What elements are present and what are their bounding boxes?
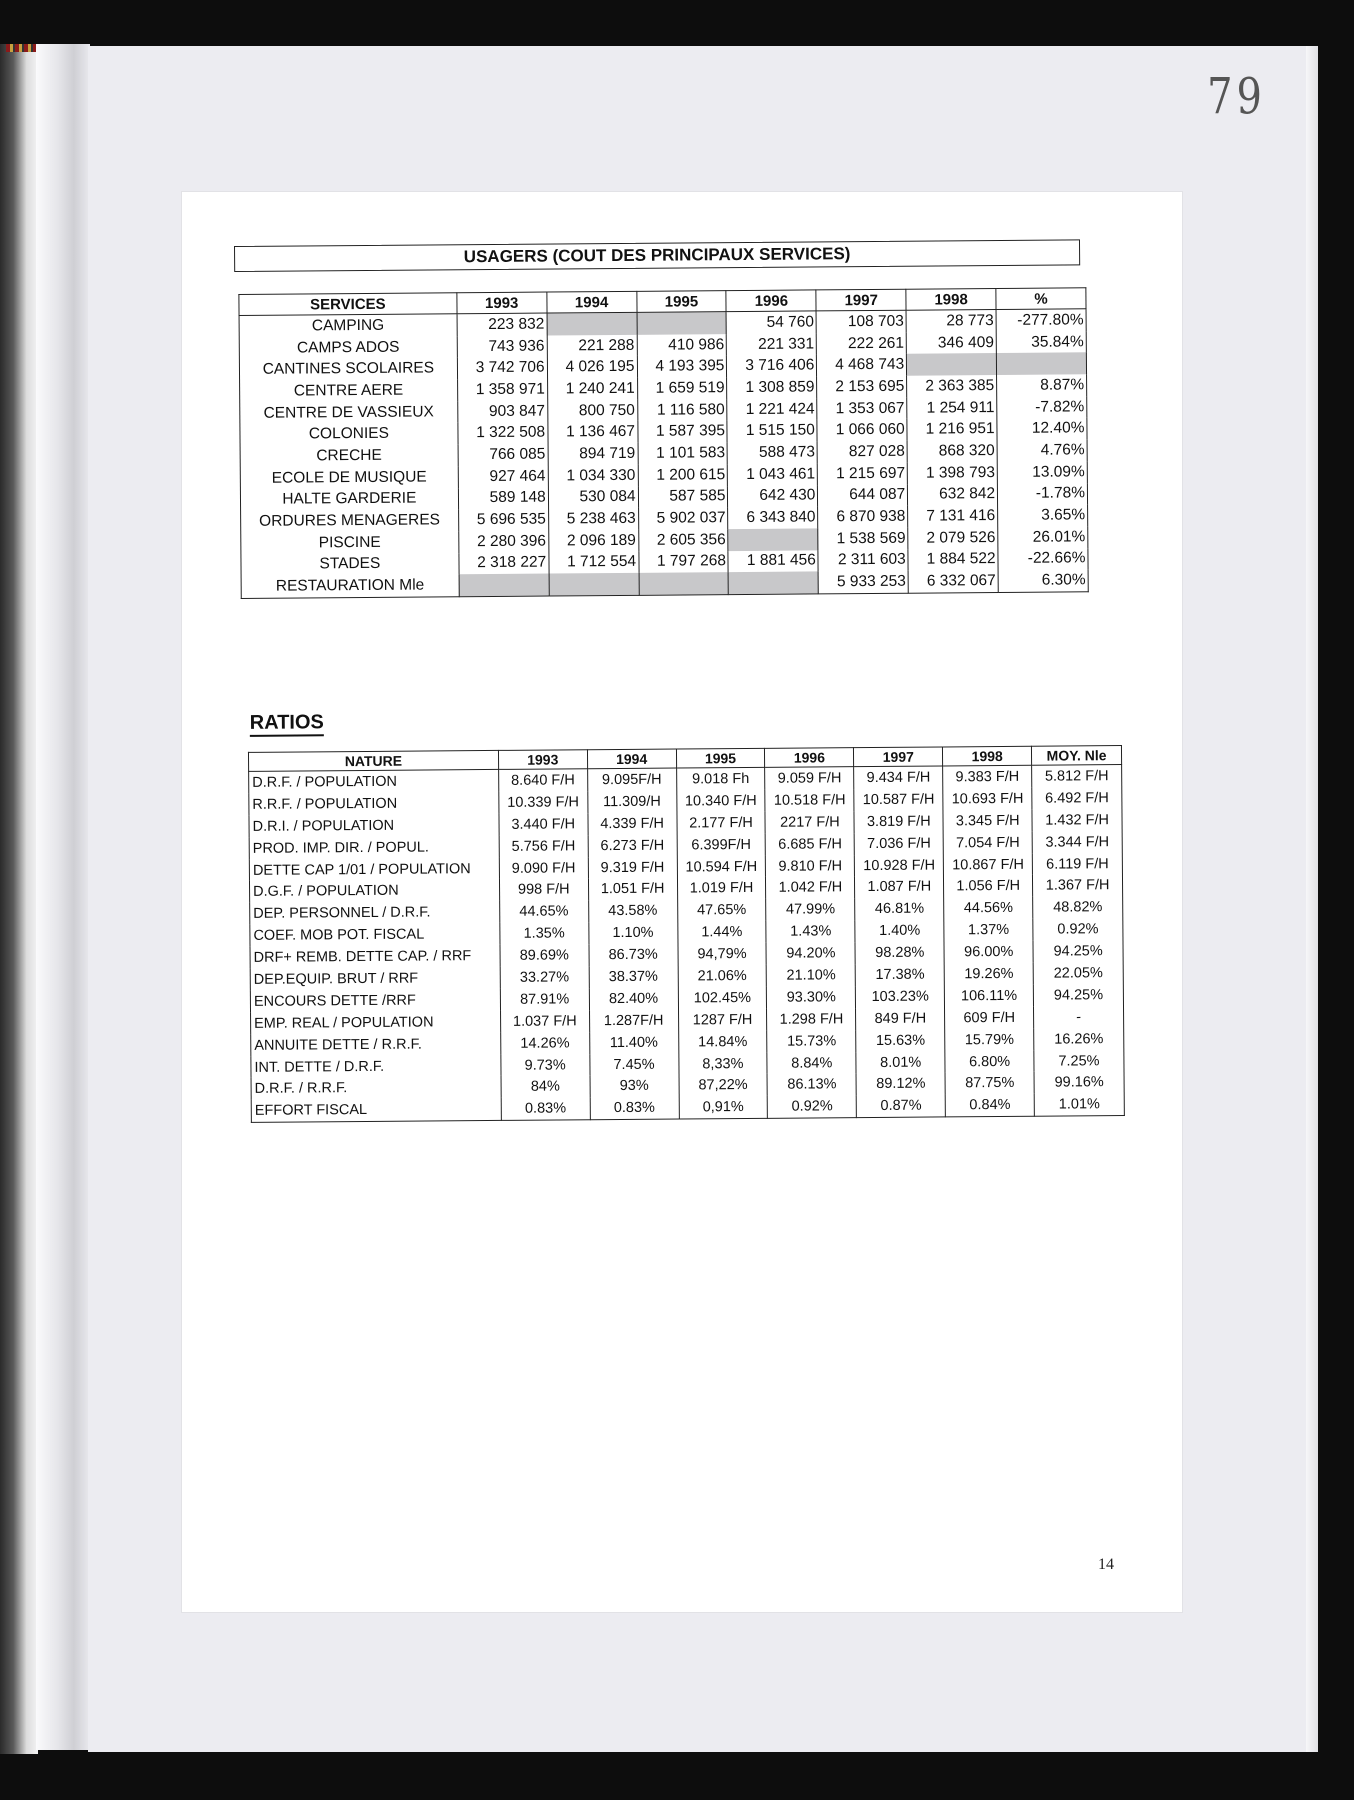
ratio-value-cell: 6.399F/H	[677, 834, 766, 857]
ratio-value-cell: 44.65%	[499, 901, 588, 924]
value-cell	[547, 312, 637, 335]
ratio-value-cell: 93%	[590, 1075, 679, 1098]
value-cell: 1 712 554	[549, 551, 639, 573]
value-cell: 6 343 840	[728, 507, 818, 529]
value-cell: 644 087	[818, 484, 908, 506]
value-cell: 6 870 938	[818, 506, 908, 528]
ratio-value-cell: 9.73%	[501, 1054, 590, 1077]
ratio-value-cell: 96.00%	[944, 941, 1033, 964]
ratio-name-cell: ANNUITE DETTE / R.R.F.	[251, 1033, 501, 1057]
ratio-value-cell: 84%	[501, 1076, 590, 1099]
ratios-body	[249, 765, 1125, 1123]
value-cell: 3.65%	[998, 504, 1088, 526]
value-cell: 108 703	[816, 310, 906, 333]
ratio-value-cell: 10.339 F/H	[499, 791, 588, 814]
service-name-cell: PISCINE	[241, 531, 459, 554]
ratio-value-cell: 0.92%	[768, 1095, 857, 1118]
ratio-value-cell: 15.63%	[856, 1029, 945, 1052]
ratio-value-cell: 7.45%	[590, 1053, 679, 1076]
value-cell: 1 353 067	[817, 397, 907, 419]
ratio-value-cell: 849 F/H	[856, 1007, 945, 1030]
value-cell: 1 034 330	[548, 465, 638, 487]
value-cell: -277.80%	[996, 309, 1086, 332]
ratio-value-cell: 22.05%	[1033, 962, 1123, 985]
value-cell: 1 587 395	[637, 421, 727, 443]
value-cell	[729, 572, 819, 595]
ratio-value-cell: 9.434 F/H	[854, 766, 943, 789]
value-cell: 2 280 396	[459, 530, 549, 552]
ratio-value-cell: 10.693 F/H	[943, 788, 1032, 811]
ratio-value-cell: 3.819 F/H	[854, 810, 943, 833]
service-name-cell: CRECHE	[240, 444, 458, 467]
ratio-value-cell: 8,33%	[678, 1052, 767, 1075]
ratio-value-cell: 16.26%	[1034, 1028, 1124, 1051]
usagers-title: USAGERS (COUT DES PRINCIPAUX SERVICES)	[234, 239, 1080, 272]
value-cell: 5 696 535	[458, 509, 548, 531]
value-cell: 1 240 241	[547, 378, 637, 400]
ratio-name-cell: R.R.F. / POPULATION	[249, 792, 499, 816]
ratios-header-cell: NATURE	[248, 750, 498, 771]
service-name-cell: CANTINES SCOLAIRES	[239, 358, 457, 381]
page-number: 14	[1098, 1556, 1114, 1573]
ratios-header-cell: 1998	[943, 746, 1032, 766]
ratio-value-cell: 11.40%	[589, 1031, 678, 1054]
ratio-value-cell: 8.84%	[767, 1052, 856, 1075]
ratio-value-cell: 5.812 F/H	[1032, 765, 1122, 788]
ratio-value-cell: 48.82%	[1033, 896, 1123, 919]
ratio-value-cell: 10.340 F/H	[676, 790, 765, 813]
ratio-value-cell: 1.037 F/H	[500, 1010, 589, 1033]
ratio-value-cell: 6.685 F/H	[766, 833, 855, 856]
value-cell: 1 221 424	[727, 398, 817, 420]
value-cell: 6 332 067	[908, 570, 998, 593]
value-cell: 1 200 615	[638, 464, 728, 486]
ratios-header-cell: 1994	[587, 749, 676, 769]
value-cell: 868 320	[907, 440, 997, 462]
ratios-header-cell: 1995	[676, 748, 765, 768]
value-cell	[459, 574, 549, 597]
ratio-value-cell: 44.56%	[944, 897, 1033, 920]
value-cell: 3 742 706	[457, 357, 547, 379]
value-cell: 2 079 526	[908, 527, 998, 549]
ratio-value-cell: 17.38%	[855, 963, 944, 986]
usagers-header-cell: 1997	[816, 289, 906, 311]
value-cell: 221 288	[547, 335, 637, 357]
ratio-value-cell: 87,22%	[679, 1074, 768, 1097]
ratio-value-cell: -	[1034, 1006, 1124, 1029]
ratio-value-cell: 98.28%	[855, 942, 944, 965]
ratio-value-cell: 9.095F/H	[587, 768, 676, 791]
value-cell: 2 363 385	[907, 375, 997, 397]
ratio-value-cell: 3.440 F/H	[499, 813, 588, 836]
value-cell: -22.66%	[998, 548, 1088, 570]
ratio-name-cell: DEP. PERSONNEL / D.R.F.	[250, 901, 500, 925]
ratio-value-cell: 1.367 F/H	[1033, 874, 1123, 897]
value-cell: 1 043 461	[728, 463, 818, 485]
ratio-name-cell: COEF. MOB POT. FISCAL	[250, 923, 500, 947]
value-cell: 894 719	[548, 443, 638, 465]
service-name-cell: CENTRE AERE	[240, 379, 458, 402]
value-cell: -1.78%	[998, 483, 1088, 505]
value-cell: 4.76%	[997, 439, 1087, 461]
ratio-value-cell: 1.01%	[1034, 1093, 1124, 1116]
ratios-header-cell: 1993	[498, 750, 587, 770]
ratio-value-cell: 94.20%	[766, 942, 855, 965]
value-cell: 13.09%	[997, 461, 1087, 483]
handwritten-page-number: 79	[1207, 68, 1266, 126]
ratio-value-cell: 6.273 F/H	[588, 834, 677, 857]
ratio-value-cell: 38.37%	[589, 966, 678, 989]
value-cell: 4 468 743	[817, 354, 907, 376]
ratio-value-cell: 10.867 F/H	[944, 853, 1033, 876]
ratio-value-cell: 6.119 F/H	[1032, 853, 1122, 876]
value-cell: 1 884 522	[908, 549, 998, 571]
book-gutter	[36, 44, 90, 1750]
ratio-name-cell: ENCOURS DETTE /RRF	[250, 989, 500, 1013]
value-cell: 530 084	[548, 486, 638, 508]
ratio-value-cell: 9.090 F/H	[499, 857, 588, 880]
usagers-header-cell: 1993	[457, 292, 547, 314]
ratio-value-cell: 11.309/H	[587, 790, 676, 813]
ratio-value-cell: 99.16%	[1034, 1072, 1124, 1095]
ratio-value-cell: 9.018 Fh	[676, 767, 765, 790]
ratio-value-cell: 6.492 F/H	[1032, 787, 1122, 810]
value-cell: 1 358 971	[457, 379, 547, 401]
value-cell: 589 148	[458, 487, 548, 509]
value-cell: 1 881 456	[728, 550, 818, 572]
ratio-value-cell: 998 F/H	[499, 879, 588, 902]
book-binding	[0, 44, 38, 1754]
ratio-value-cell: 19.26%	[944, 963, 1033, 986]
ratio-value-cell: 0,91%	[679, 1096, 768, 1119]
ratio-name-cell: D.G.F. / POPULATION	[249, 879, 499, 903]
ratios-header-cell: 1997	[854, 747, 943, 767]
usagers-header-cell: SERVICES	[239, 293, 457, 316]
ratio-value-cell: 3.344 F/H	[1032, 831, 1122, 854]
ratio-value-cell: 2.177 F/H	[676, 812, 765, 835]
ratio-value-cell: 14.26%	[500, 1032, 589, 1055]
usagers-header-cell: 1995	[636, 291, 726, 313]
value-cell: 223 832	[457, 313, 547, 336]
ratio-name-cell: DETTE CAP 1/01 / POPULATION	[249, 857, 499, 881]
ratio-value-cell: 1.40%	[855, 920, 944, 943]
ratio-name-cell: D.R.F. / POPULATION	[249, 769, 499, 793]
value-cell: 588 473	[728, 442, 818, 464]
ratio-value-cell: 86.73%	[589, 944, 678, 967]
value-cell	[996, 353, 1086, 375]
ratio-name-cell: D.R.F. / R.R.F.	[251, 1076, 501, 1100]
ratio-value-cell: 2217 F/H	[765, 811, 854, 834]
value-cell: 1 538 569	[818, 528, 908, 550]
ratio-value-cell: 10.594 F/H	[677, 855, 766, 878]
ratio-value-cell: 7.054 F/H	[943, 831, 1032, 854]
value-cell: 221 331	[727, 333, 817, 355]
ratio-value-cell: 93.30%	[767, 986, 856, 1009]
ratio-value-cell: 0.84%	[945, 1094, 1034, 1117]
value-cell: 1 797 268	[638, 551, 728, 573]
ratio-name-cell: D.R.I. / POPULATION	[249, 814, 499, 838]
value-cell: 35.84%	[996, 331, 1086, 353]
value-cell: 1 136 467	[548, 421, 638, 443]
ratio-value-cell: 47.65%	[677, 899, 766, 922]
ratio-value-cell: 10.587 F/H	[854, 788, 943, 811]
value-cell: 800 750	[547, 400, 637, 422]
service-name-cell: COLONIES	[240, 423, 458, 446]
value-cell	[637, 312, 727, 335]
ratio-value-cell: 15.73%	[767, 1030, 856, 1053]
value-cell: 766 085	[458, 444, 548, 466]
ratio-value-cell: 1.298 F/H	[767, 1008, 856, 1031]
ratio-value-cell: 7.036 F/H	[854, 832, 943, 855]
ratio-value-cell: 1.087 F/H	[855, 876, 944, 899]
ratio-value-cell: 86.13%	[767, 1074, 856, 1097]
ratio-value-cell: 43.58%	[588, 900, 677, 923]
value-cell: 903 847	[458, 400, 548, 422]
ratio-value-cell: 8.640 F/H	[498, 769, 587, 792]
value-cell: 54 760	[726, 311, 816, 334]
ratio-value-cell: 0.83%	[501, 1098, 590, 1121]
ratio-value-cell: 1.056 F/H	[944, 875, 1033, 898]
value-cell: 410 986	[637, 334, 727, 356]
ratio-value-cell: 46.81%	[855, 898, 944, 921]
ratio-value-cell: 3.345 F/H	[943, 810, 1032, 833]
ratio-value-cell: 609 F/H	[945, 1007, 1034, 1030]
ratio-name-cell: EFFORT FISCAL	[251, 1098, 501, 1122]
ratio-value-cell: 87.75%	[945, 1072, 1034, 1095]
value-cell: 1 254 911	[907, 397, 997, 419]
ratio-value-cell: 1.37%	[944, 919, 1033, 942]
value-cell	[907, 353, 997, 375]
book-page	[88, 46, 1310, 1752]
value-cell: 2 311 603	[818, 549, 908, 571]
usagers-header-cell: %	[996, 288, 1086, 310]
value-cell: -7.82%	[997, 396, 1087, 418]
value-cell	[639, 572, 729, 595]
value-cell: 2 605 356	[638, 529, 728, 551]
value-cell: 5 902 037	[638, 507, 728, 529]
service-name-cell: STADES	[241, 553, 459, 576]
ratio-value-cell: 87.91%	[500, 988, 589, 1011]
usagers-header-cell: 1994	[547, 291, 637, 313]
value-cell: 1 308 859	[727, 376, 817, 398]
value-cell	[549, 573, 639, 596]
service-name-cell: HALTE GARDERIE	[240, 488, 458, 511]
ratio-value-cell: 6.80%	[945, 1050, 1034, 1073]
value-cell: 12.40%	[997, 418, 1087, 440]
value-cell: 927 464	[458, 465, 548, 487]
ratio-value-cell: 4.339 F/H	[588, 812, 677, 835]
value-cell: 743 936	[457, 335, 547, 357]
ratio-name-cell: PROD. IMP. DIR. / POPUL.	[249, 836, 499, 860]
ratio-value-cell: 14.84%	[678, 1031, 767, 1054]
ratio-name-cell: DRF+ REMB. DETTE CAP. / RRF	[250, 945, 500, 969]
value-cell: 632 842	[908, 484, 998, 506]
ratio-value-cell: 15.79%	[945, 1028, 1034, 1051]
ratio-name-cell: EMP. REAL / POPULATION	[251, 1011, 501, 1035]
value-cell: 1 216 951	[907, 418, 997, 440]
service-name-cell: CAMPS ADOS	[239, 336, 457, 359]
value-cell: 346 409	[906, 332, 996, 354]
ratio-value-cell: 102.45%	[678, 987, 767, 1010]
ratio-value-cell: 1.287F/H	[589, 1009, 678, 1032]
value-cell: 2 153 695	[817, 376, 907, 398]
service-name-cell: CAMPING	[239, 314, 457, 338]
value-cell: 222 261	[817, 332, 907, 354]
ratios-header-cell: 1996	[765, 748, 854, 768]
value-cell: 1 101 583	[638, 442, 728, 464]
ratio-value-cell: 21.10%	[767, 964, 856, 987]
ratio-name-cell: DEP.EQUIP. BRUT / RRF	[250, 967, 500, 991]
ratio-value-cell: 1.10%	[588, 922, 677, 945]
ratio-value-cell: 9.383 F/H	[943, 765, 1032, 788]
ratio-value-cell: 0.83%	[590, 1097, 679, 1120]
ratio-value-cell: 89.12%	[856, 1073, 945, 1096]
ratio-value-cell: 82.40%	[589, 987, 678, 1010]
binding-cap	[6, 44, 36, 52]
value-cell: 827 028	[817, 441, 907, 463]
value-cell: 1 116 580	[637, 399, 727, 421]
value-cell: 587 585	[638, 486, 728, 508]
ratios-title: RATIOS	[250, 711, 324, 737]
service-name-cell: CENTRE DE VASSIEUX	[240, 401, 458, 424]
ratio-value-cell: 9.059 F/H	[765, 767, 854, 790]
ratio-value-cell: 8.01%	[856, 1051, 945, 1074]
ratio-value-cell: 1.051 F/H	[588, 878, 677, 901]
ratios-header-cell: MOY. Nle	[1032, 746, 1122, 766]
ratio-value-cell: 1.432 F/H	[1032, 809, 1122, 832]
value-cell: 5 238 463	[548, 508, 638, 530]
value-cell: 2 096 189	[548, 530, 638, 552]
value-cell: 26.01%	[998, 526, 1088, 548]
ratio-value-cell: 9.319 F/H	[588, 856, 677, 879]
value-cell: 5 933 253	[818, 571, 908, 594]
value-cell: 1 659 519	[637, 377, 727, 399]
ratio-value-cell: 0.87%	[857, 1095, 946, 1118]
sheet-content	[234, 239, 1134, 1120]
value-cell: 4 193 395	[637, 356, 727, 378]
service-name-cell: RESTAURATION Mle	[241, 574, 459, 598]
ratio-value-cell: 1.019 F/H	[677, 877, 766, 900]
ratio-value-cell: 103.23%	[856, 985, 945, 1008]
service-name-cell: ECOLE DE MUSIQUE	[240, 466, 458, 489]
usagers-body	[239, 309, 1088, 599]
usagers-header-cell: 1996	[726, 290, 816, 312]
ratio-value-cell: 1.43%	[766, 920, 855, 943]
ratio-value-cell: 1.44%	[677, 921, 766, 944]
ratio-value-cell: 94.25%	[1033, 984, 1123, 1007]
value-cell: 7 131 416	[908, 505, 998, 527]
value-cell: 1 398 793	[907, 462, 997, 484]
ratio-value-cell: 33.27%	[500, 966, 589, 989]
page-edge	[1306, 46, 1318, 1752]
ratio-value-cell: 7.25%	[1034, 1050, 1124, 1073]
ratio-value-cell: 106.11%	[945, 985, 1034, 1008]
ratio-value-cell: 1.35%	[500, 922, 589, 945]
value-cell: 1 215 697	[818, 463, 908, 485]
value-cell: 1 515 150	[727, 420, 817, 442]
ratio-value-cell: 94.25%	[1033, 940, 1123, 963]
ratio-value-cell: 47.99%	[766, 898, 855, 921]
value-cell: 28 773	[906, 310, 996, 333]
document-sheet	[182, 192, 1182, 1612]
ratio-value-cell: 94,79%	[677, 943, 766, 966]
ratio-value-cell: 10.928 F/H	[855, 854, 944, 877]
ratio-value-cell: 21.06%	[678, 965, 767, 988]
ratio-value-cell: 10.518 F/H	[765, 789, 854, 812]
value-cell: 6.30%	[998, 570, 1088, 593]
service-name-cell: ORDURES MENAGERES	[241, 509, 459, 532]
ratio-value-cell: 0.92%	[1033, 918, 1123, 941]
value-cell: 1 322 508	[458, 422, 548, 444]
value-cell: 8.87%	[997, 374, 1087, 396]
ratio-name-cell: INT. DETTE / D.R.F.	[251, 1055, 501, 1079]
ratios-table	[248, 745, 1125, 1123]
usagers-table	[238, 287, 1088, 599]
ratio-value-cell: 1.042 F/H	[766, 877, 855, 900]
ratio-value-cell: 5.756 F/H	[499, 835, 588, 858]
value-cell: 4 026 195	[547, 356, 637, 378]
ratio-value-cell: 9.810 F/H	[766, 855, 855, 878]
value-cell	[728, 528, 818, 550]
usagers-header-cell: 1998	[906, 289, 996, 311]
value-cell: 3 716 406	[727, 355, 817, 377]
value-cell: 1 066 060	[817, 419, 907, 441]
ratio-value-cell: 89.69%	[500, 944, 589, 967]
value-cell: 642 430	[728, 485, 818, 507]
value-cell: 2 318 227	[459, 552, 549, 574]
ratio-value-cell: 1287 F/H	[678, 1009, 767, 1032]
